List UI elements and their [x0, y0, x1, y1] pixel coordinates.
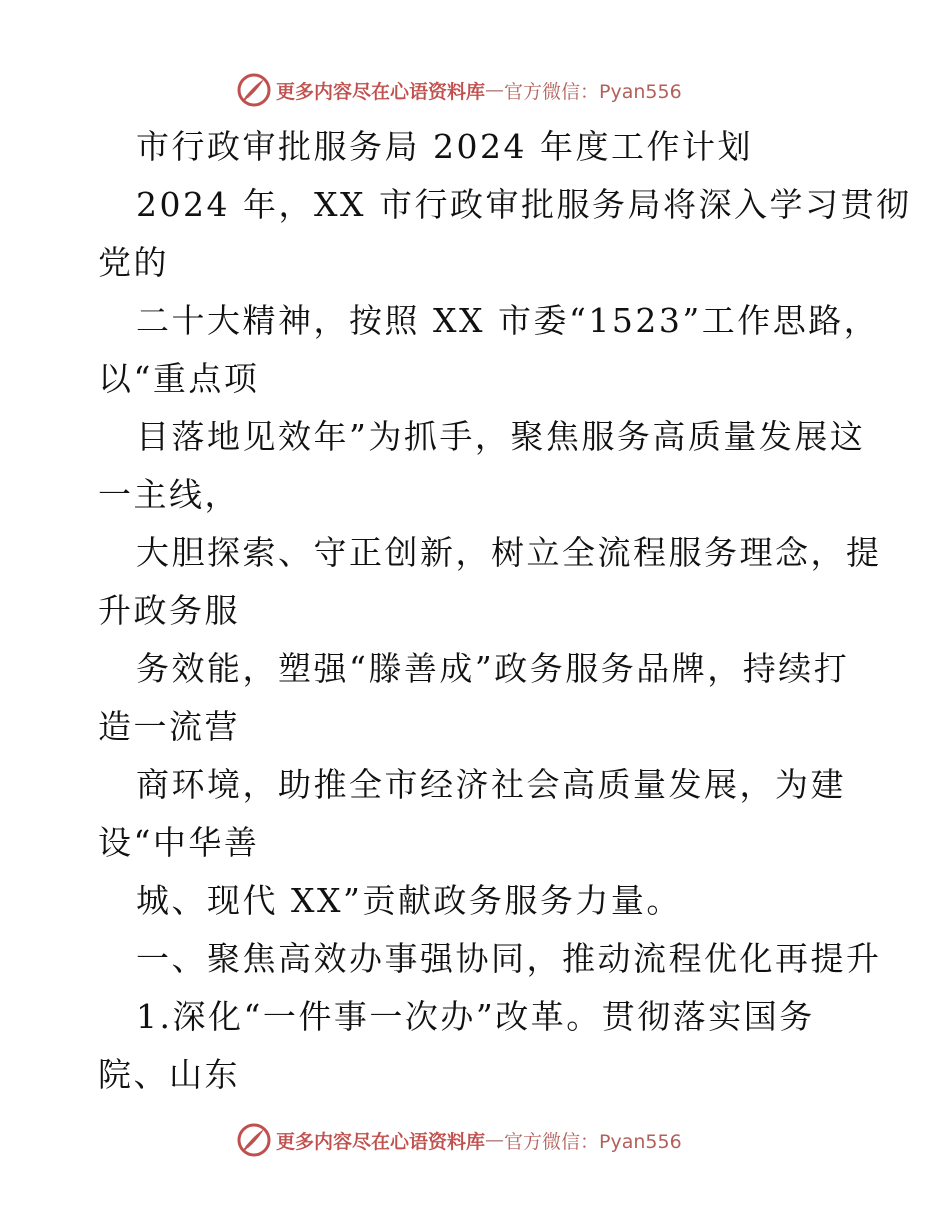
paragraph-line: 城、现代 XX”贡献政务服务力量。 [136, 881, 682, 920]
quill-logo-icon [236, 72, 272, 108]
paragraph-line: 目落地见效年”为抓手，聚焦服务高质量发展这 [136, 417, 866, 456]
paragraph-line: 商环境，助推全市经济社会高质量发展，为建 [136, 765, 846, 804]
section-heading: 一、聚焦高效办事强协同，推动流程优化再提升 [136, 939, 882, 978]
quill-logo-icon [236, 1122, 272, 1158]
watermark-separator: — [485, 1129, 505, 1151]
paragraph-line: 2024 年，XX 市行政审批服务局将深入学习贯彻 [136, 185, 912, 224]
paragraph-line: 1.深化“一件事一次办”改革。贯彻落实国务 [136, 997, 815, 1036]
header-watermark [236, 72, 682, 108]
watermark-text: 更多内容尽在心语资料库 [276, 80, 486, 103]
document-body [98, 118, 912, 1104]
watermark-separator: — [485, 79, 505, 101]
paragraph-line: 设“中华善 [98, 823, 260, 862]
paragraph-line: 二十大精神，按照 XX 市委“1523”工作思路， [136, 301, 880, 340]
paragraph-line: 升政务服 [98, 591, 240, 630]
paragraph-line: 大胆探索、守正创新，树立全流程服务理念，提 [136, 533, 882, 572]
watermark-contact: 官方微信：Pyan556 [504, 1130, 682, 1153]
document-title: 市行政审批服务局 2024 年度工作计划 [136, 127, 753, 166]
footer-watermark [236, 1122, 682, 1158]
paragraph-line: 以“重点项 [98, 359, 260, 398]
watermark-contact: 官方微信：Pyan556 [504, 80, 682, 103]
paragraph-line: 务效能，塑强“滕善成”政务服务品牌，持续打 [136, 649, 850, 688]
paragraph-line: 院、山东 [98, 1055, 240, 1094]
paragraph-line: 造一流营 [98, 707, 240, 746]
paragraph-line: 一主线， [98, 475, 240, 514]
watermark-text: 更多内容尽在心语资料库 [276, 1130, 486, 1153]
paragraph-line: 党的 [98, 243, 169, 282]
